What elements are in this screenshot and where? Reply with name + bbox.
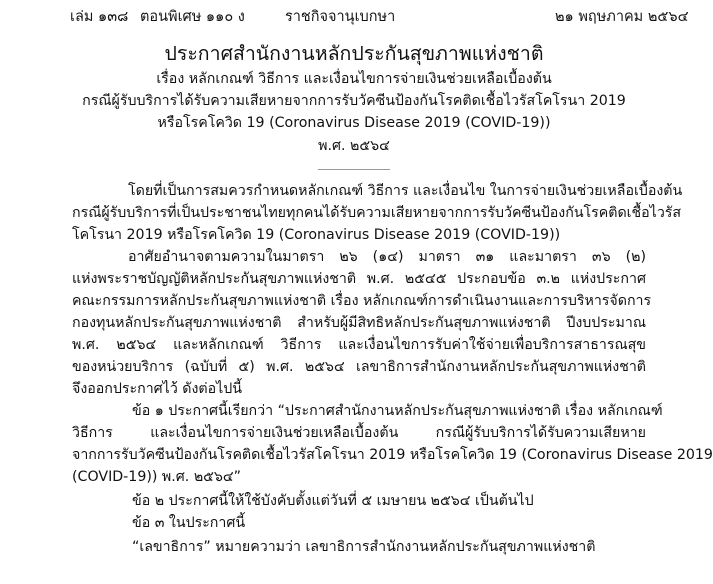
title-divider bbox=[318, 169, 390, 170]
subject-line-3: หรือโรคโควิด 19 (Coronavirus Disease 2019 (COVID-19)) bbox=[157, 115, 551, 131]
gazette-name: ราชกิจจานุเบกษา bbox=[285, 9, 396, 25]
body-line: โดยที่เป็นการสมควรกำหนดหลักเกณฑ์ วิธีการ และเงื่อนไข ในการจ่ายเงินช่วยเหลือเบื้องต้น bbox=[128, 183, 683, 199]
body-line: แห่งพระราชบัญญัติหลักประกันสุขภาพแห่งชาติ พ.ศ. ๒๕๔๕ ประกอบข้อ ๓.๒ แห่งประกาศ bbox=[72, 271, 646, 287]
body-line: “เลขาธิการ” หมายความว่า เลขาธิการสำนักงานหลักประกันสุขภาพแห่งชาติ bbox=[132, 539, 596, 555]
announcement-title: ประกาศสำนักงานหลักประกันสุขภาพแห่งชาติ bbox=[164, 42, 544, 65]
body-line: ข้อ ๒ ประกาศนี้ให้ใช้บังคับตั้งแต่วันที่ ๕ เมษายน ๒๕๖๔ เป็นต้นไป bbox=[132, 493, 534, 509]
body-line: ข้อ ๓ ในประกาศนี้ bbox=[132, 515, 246, 531]
body-line: กองทุนหลักประกันสุขภาพแห่งชาติ สำหรับผู้มีสิทธิหลักประกันสุขภาพแห่งชาติ ปีงบประมาณ bbox=[72, 315, 646, 331]
body-line: ข้อ ๑ ประกาศนี้เรียกว่า “ประกาศสำนักงานหลักประกันสุขภาพแห่งชาติ เรื่อง หลักเกณฑ์ bbox=[132, 403, 663, 419]
publication-date: ๒๑ พฤษภาคม ๒๕๖๔ bbox=[555, 9, 689, 25]
body-line: จึงออกประกาศไว้ ดังต่อไปนี้ bbox=[72, 381, 243, 397]
body-line: พ.ศ. ๒๕๖๔ และหลักเกณฑ์ วิธีการ และเงื่อนไขการรับค่าใช้จ่ายเพื่อบริการสาธารณสุข bbox=[72, 337, 646, 353]
volume-label: เล่ม ๑๓๘ bbox=[70, 9, 129, 25]
body-line: กรณีผู้รับบริการที่เป็นประชาชนไทยทุกคนได้รับความเสียหายจากการรับวัคซีนป้องกันโรคติดเชื้อไวรัส bbox=[72, 205, 682, 221]
announcement-year: พ.ศ. ๒๕๖๔ bbox=[318, 138, 390, 154]
body-line: ของหน่วยบริการ (ฉบับที่ ๕) พ.ศ. ๒๕๖๔ เลขาธิการสำนักงานหลักประกันสุขภาพแห่งชาติ bbox=[72, 359, 646, 375]
subject-line-2: กรณีผู้รับบริการได้รับความเสียหายจากการรับวัคซีนป้องกันโรคติดเชื้อไวรัสโคโรนา 2019 bbox=[82, 93, 626, 109]
body-line: โคโรนา 2019 หรือโรคโควิด 19 (Coronavirus Disease 2019 (COVID-19)) bbox=[72, 227, 561, 243]
body-line: จากการรับวัคซีนป้องกันโรคติดเชื้อไวรัสโคโรนา 2019 หรือโรคโควิด 19 (Coronavirus Disease 2019 bbox=[72, 447, 713, 463]
body-line: คณะกรรมการหลักประกันสุขภาพแห่งชาติ เรื่อง หลักเกณฑ์การดำเนินงานและการบริหารจัดการ bbox=[72, 293, 652, 309]
body-line: วิธีการ และเงื่อนไขการจ่ายเงินช่วยเหลือเบื้องต้น กรณีผู้รับบริการได้รับความเสียหาย bbox=[72, 425, 646, 441]
body-line: อาศัยอำนาจตามความในมาตรา ๒๖ (๑๔) มาตรา ๓๑ และมาตรา ๓๖ (๒) bbox=[128, 249, 646, 265]
subject-line-1: เรื่อง หลักเกณฑ์ วิธีการ และเงื่อนไขการจ่ายเงินช่วยเหลือเบื้องต้น bbox=[156, 71, 552, 87]
gazette-header bbox=[0, 6, 708, 28]
body-line: (COVID-19)) พ.ศ. ๒๕๖๔” bbox=[72, 469, 241, 485]
special-issue-label: ตอนพิเศษ ๑๑๐ ง bbox=[140, 9, 245, 25]
